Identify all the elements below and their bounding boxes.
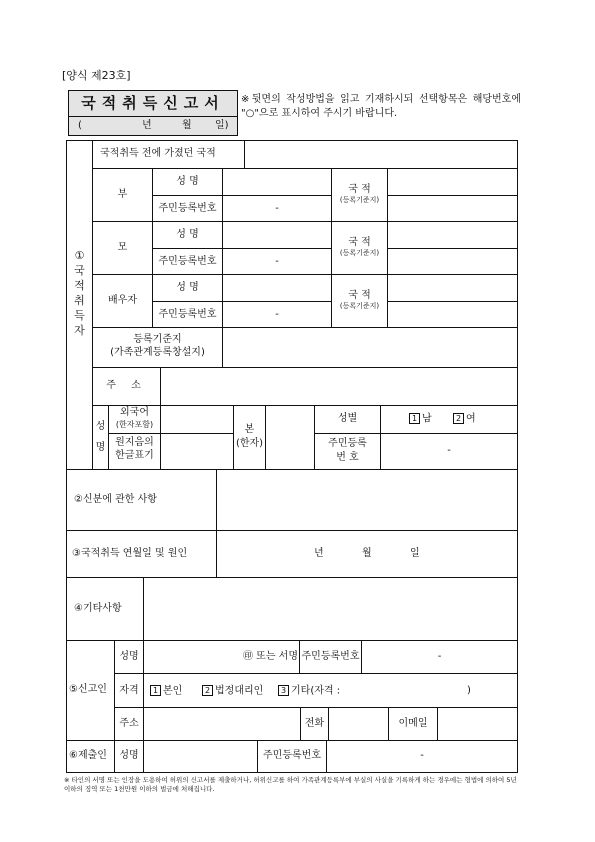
- spouse-name-label: 성 명: [176, 282, 199, 293]
- gender-female-option[interactable]: 2 여: [453, 413, 476, 426]
- mother-rrn-label: 주민등록번호: [158, 256, 217, 267]
- bon-sub: (한자): [235, 438, 264, 449]
- reporter-rrn-dash: -: [437, 651, 442, 662]
- qual-self-option[interactable]: 1 본인: [150, 685, 182, 698]
- status-field[interactable]: [218, 471, 516, 529]
- acq-month: 월: [362, 548, 372, 559]
- bon-label: 본: [244, 424, 255, 435]
- father-rrn-dash: -: [275, 203, 279, 214]
- father-nationality-sub: (등록기준지): [339, 196, 380, 204]
- mother-nationality-label: 국 적: [348, 237, 371, 248]
- submitter-name-field[interactable]: [145, 742, 256, 771]
- other-field[interactable]: [145, 579, 516, 639]
- foreign-name-label: 외국어: [120, 407, 149, 418]
- section2-label: ②신분에 관한 사항: [74, 494, 157, 505]
- father-label: 부: [117, 189, 128, 200]
- date-day-close: 일): [215, 120, 229, 131]
- name-myung-label: 명: [95, 442, 106, 453]
- rrn2-label-1: 주민등록: [328, 438, 367, 449]
- page-title: 국적취득신고서: [81, 94, 225, 112]
- father-nationality-field[interactable]: [389, 170, 516, 220]
- hangul-name-label-2: 한글표기: [115, 450, 154, 461]
- address-label: 주 소: [106, 380, 147, 391]
- reporter-qual-label: 자격: [119, 685, 139, 696]
- submitter-rrn-label: 주민등록번호: [263, 750, 321, 761]
- section6-label: ⑥제출인: [69, 750, 107, 761]
- hangul-name-field[interactable]: [162, 435, 232, 468]
- spouse-rrn-dash: -: [275, 309, 279, 320]
- reporter-email-label: 이메일: [398, 718, 428, 729]
- reporter-addr-field[interactable]: [145, 709, 299, 739]
- gender-label: 성별: [337, 413, 358, 424]
- reg-base-field[interactable]: [224, 329, 516, 366]
- date-year: 년: [142, 120, 152, 131]
- address-field[interactable]: [162, 369, 516, 404]
- section3-label: ③국적취득 연월일 및 원인: [72, 548, 188, 559]
- spouse-nationality-field[interactable]: [389, 276, 516, 326]
- spouse-nationality-sub: (등록기준지): [339, 302, 380, 310]
- bon-field[interactable]: [267, 407, 313, 468]
- reporter-name-field[interactable]: [145, 642, 240, 672]
- date-paren-open: (: [78, 120, 82, 131]
- father-rrn-label: 주민등록번호: [158, 203, 217, 214]
- reporter-email-field[interactable]: [439, 709, 516, 739]
- section4-label: ④기타사항: [74, 603, 122, 614]
- prev-nationality-label: 국적취득 전에 가졌던 국적: [100, 148, 216, 159]
- qual-legal-option[interactable]: 2 법정대리인: [202, 685, 263, 698]
- qual-other-close: ): [467, 685, 471, 696]
- reporter-phone-label: 전화: [304, 718, 325, 729]
- qual-other-option[interactable]: 3 기타(자격 :: [278, 685, 340, 698]
- foreign-name-sub: (한자포함): [115, 420, 154, 429]
- hangul-name-label-1: 원지음의: [115, 437, 154, 448]
- rrn2-label-2: 번 호: [336, 452, 359, 463]
- acq-year: 년: [314, 548, 324, 559]
- acq-day: 일: [410, 548, 420, 559]
- reporter-addr-label: 주소: [119, 718, 139, 729]
- name-sung-label: 성: [95, 421, 106, 432]
- spouse-nationality-label: 국 적: [348, 290, 371, 301]
- submitter-rrn-dash: -: [420, 750, 424, 761]
- father-nationality-label: 국 적: [348, 184, 371, 195]
- qual-self-checkbox[interactable]: 1: [150, 685, 161, 696]
- father-name-field[interactable]: [224, 170, 330, 194]
- rrn2-dash: -: [447, 445, 451, 456]
- form-number: [양식 제23호]: [62, 69, 131, 82]
- reporter-name-label: 성명: [119, 651, 139, 662]
- instruction-text: ※뒷면의 작성방법을 읽고 기재하시되 선택항목은 해당번호에 "○"으로 표시하여 주시기 바랍니다.: [241, 94, 521, 119]
- father-name-label: 성 명: [176, 176, 199, 187]
- male-checkbox[interactable]: 1: [409, 413, 420, 424]
- section1-label: ① 국 적 취 득 자: [74, 249, 85, 337]
- reporter-sign-label: ㊞ 또는 서명: [243, 651, 298, 662]
- mother-rrn-dash: -: [275, 256, 279, 267]
- qual-legal-checkbox[interactable]: 2: [202, 685, 213, 696]
- footnote: ※ 타인의 서명 또는 인장을 도용하여 허위의 신고서를 제출하거나, 허위신고를 하여 가족관계등록부에 부실의 사실을 기록하게 하는 경우에는 형법에 의하여 5년 이하의 징역 또는 1천만원 이하의 벌금에 처해집니다.: [64, 776, 517, 793]
- gender-male-option[interactable]: 1 남: [409, 413, 432, 426]
- submitter-name-label: 성명: [119, 750, 139, 761]
- mother-label: 모: [117, 242, 128, 253]
- date-month: 월: [182, 120, 192, 131]
- spouse-rrn-label: 주민등록번호: [158, 309, 217, 320]
- mother-nationality-sub: (등록기준지): [339, 249, 380, 257]
- mother-nationality-field[interactable]: [389, 223, 516, 273]
- mother-name-field[interactable]: [224, 223, 330, 247]
- section5-label: ⑤신고인: [69, 684, 107, 695]
- mother-name-label: 성 명: [176, 229, 199, 240]
- female-checkbox[interactable]: 2: [453, 413, 464, 424]
- reporter-rrn-label: 주민등록번호: [301, 651, 360, 662]
- reg-base-sub: (가족관계등록창설지): [110, 347, 205, 358]
- spouse-name-field[interactable]: [224, 276, 330, 300]
- qual-other-checkbox[interactable]: 3: [278, 685, 289, 696]
- foreign-name-field[interactable]: [162, 407, 232, 432]
- reg-base-label: 등록기준지: [133, 334, 182, 345]
- prev-nationality-field[interactable]: [246, 142, 516, 167]
- reporter-phone-field[interactable]: [330, 709, 387, 739]
- spouse-label: 배우자: [108, 295, 137, 306]
